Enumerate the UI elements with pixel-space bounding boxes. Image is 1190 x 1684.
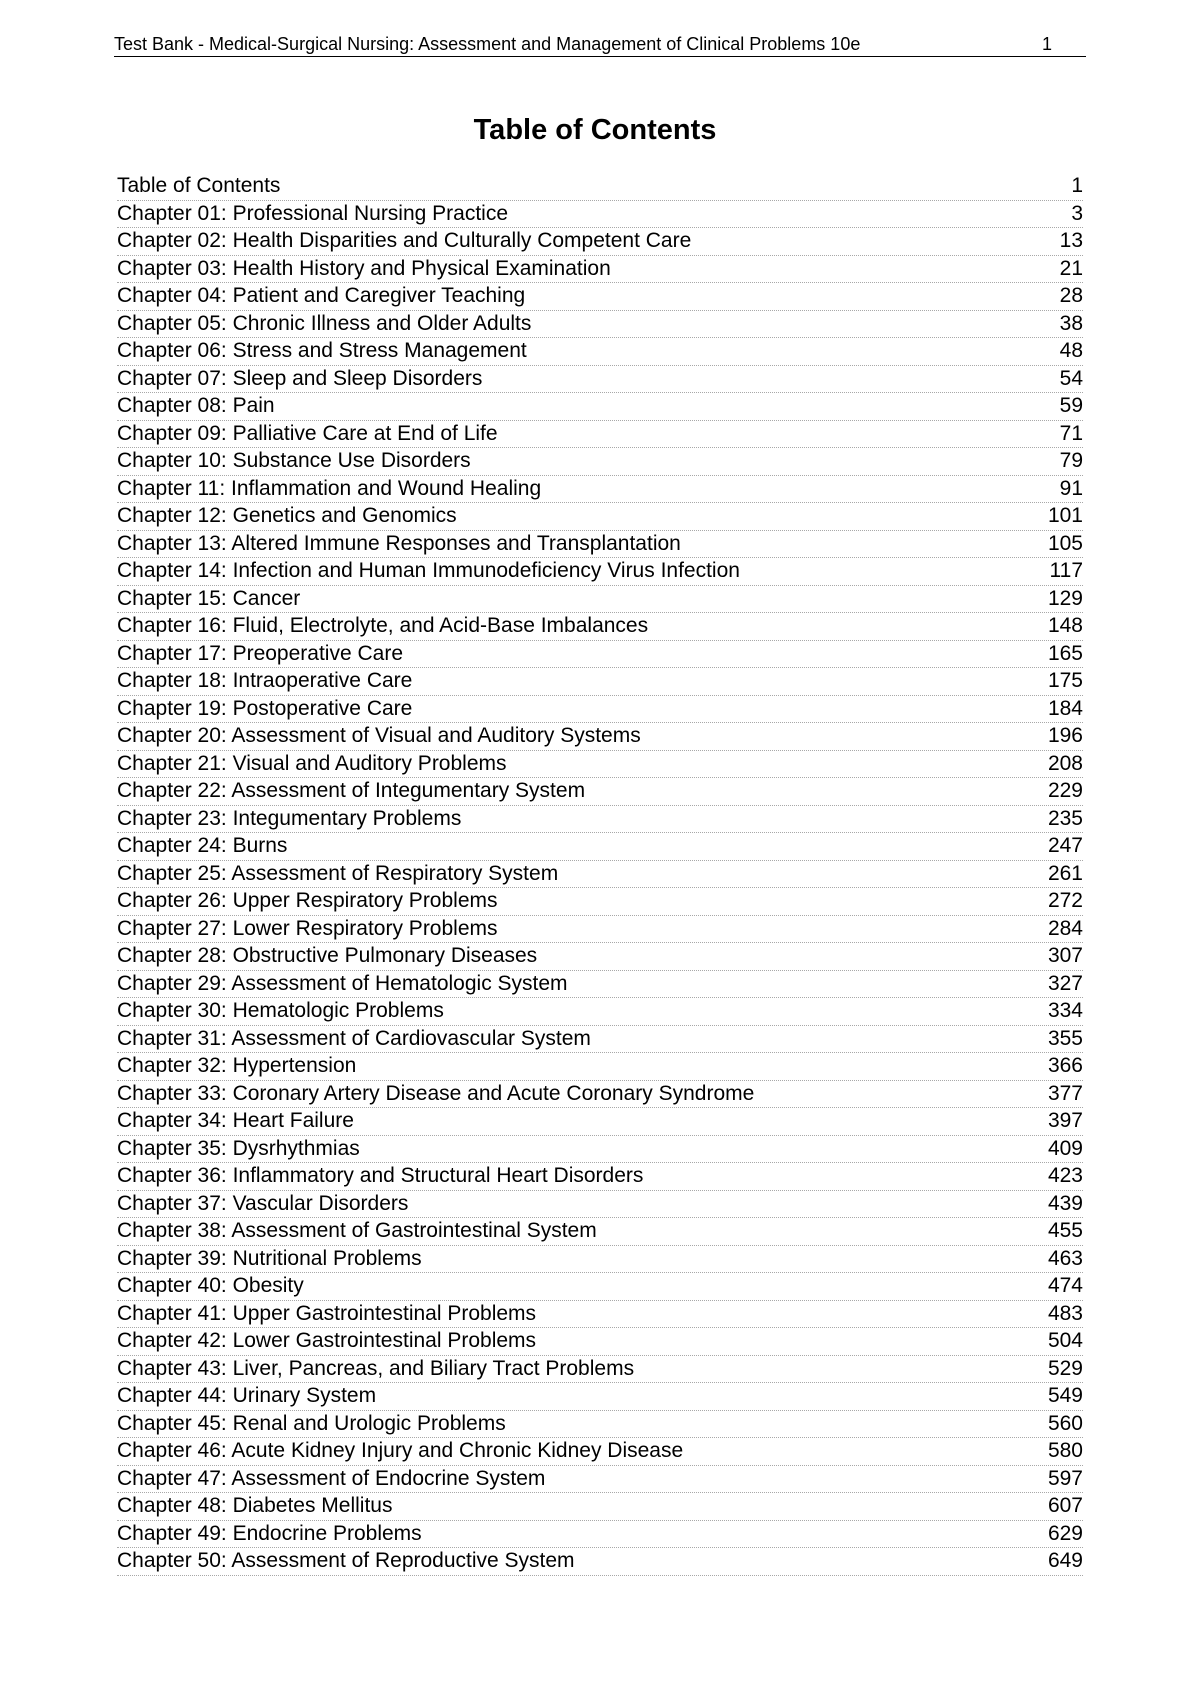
toc-entry[interactable] — [117, 1108, 1083, 1136]
toc-entry-page: 597 — [1047, 1466, 1083, 1490]
toc-entry[interactable] — [117, 1328, 1083, 1356]
toc-entry-page: 208 — [1047, 751, 1083, 775]
toc-entry-label: Chapter 16: Fluid, Electrolyte, and Acid-Base Imbalances — [117, 614, 649, 637]
toc-entry-page: 649 — [1047, 1549, 1083, 1572]
toc-entry[interactable] — [117, 1246, 1083, 1274]
toc-entry-label: Chapter 38: Assessment of Gastrointestinal System — [117, 1219, 597, 1242]
toc-entry-label: Chapter 18: Intraoperative Care — [117, 669, 413, 692]
toc-entry[interactable] — [117, 998, 1083, 1026]
toc-entry[interactable] — [117, 1191, 1083, 1219]
toc-entry-page: 235 — [1047, 806, 1083, 830]
toc-entry-label: Chapter 05: Chronic Illness and Older Adults — [117, 311, 532, 335]
toc-entry-label: Chapter 31: Assessment of Cardiovascular System — [117, 1026, 591, 1050]
toc-entry-page: 334 — [1047, 999, 1083, 1022]
toc-entry-page: 101 — [1047, 504, 1083, 527]
toc-entry-page: 48 — [1059, 339, 1083, 362]
toc-entry-page: 54 — [1059, 366, 1083, 390]
toc-entry-label: Chapter 14: Infection and Human Immunodeficiency Virus Infection — [117, 559, 740, 582]
toc-entry[interactable] — [117, 421, 1083, 449]
toc-entry-page: 474 — [1047, 1274, 1083, 1297]
toc-entry[interactable] — [117, 1301, 1083, 1329]
toc-entry[interactable] — [117, 1163, 1083, 1191]
toc-entry-label: Table of Contents — [117, 174, 281, 197]
toc-entry[interactable] — [117, 531, 1083, 559]
toc-entry[interactable] — [117, 1411, 1083, 1439]
toc-entry-label: Chapter 35: Dysrhythmias — [117, 1136, 360, 1160]
toc-entry-label: Chapter 09: Palliative Care at End of Life — [117, 421, 498, 445]
toc-entry-page: 284 — [1047, 916, 1083, 940]
toc-entry-label: Chapter 34: Heart Failure — [117, 1109, 354, 1132]
toc-entry[interactable] — [117, 228, 1083, 256]
toc-entry-page: 28 — [1059, 284, 1083, 307]
toc-entry-page: 261 — [1047, 861, 1083, 885]
toc-entry-page: 175 — [1047, 669, 1083, 692]
toc-entry-page: 184 — [1047, 696, 1083, 720]
toc-entry-label: Chapter 08: Pain — [117, 394, 275, 417]
toc-entry-page: 117 — [1049, 559, 1083, 582]
toc-entry[interactable] — [117, 861, 1083, 889]
toc-entry[interactable] — [117, 696, 1083, 724]
toc-entry-page: 129 — [1047, 586, 1083, 610]
toc-entry[interactable] — [117, 778, 1083, 806]
toc-entry-page: 307 — [1047, 944, 1083, 967]
toc-entry[interactable] — [117, 1383, 1083, 1411]
toc-entry-page: 397 — [1047, 1109, 1083, 1132]
toc-heading: Table of Contents — [473, 114, 717, 146]
toc-entry[interactable] — [117, 393, 1083, 421]
toc-entry-page: 13 — [1059, 229, 1083, 252]
toc-entry-page: 377 — [1047, 1081, 1083, 1105]
toc-entry-label: Chapter 39: Nutritional Problems — [117, 1246, 422, 1270]
toc-entry-label: Chapter 29: Assessment of Hematologic System — [117, 971, 568, 995]
toc-entry-page: 105 — [1047, 531, 1083, 555]
toc-entry-page: 560 — [1047, 1411, 1083, 1435]
toc-entry[interactable] — [117, 971, 1083, 999]
toc-entry[interactable] — [117, 1521, 1083, 1549]
toc-entry[interactable] — [117, 916, 1083, 944]
toc-entry-label: Chapter 02: Health Disparities and Culturally Competent Care — [117, 229, 692, 252]
toc-entry-label: Chapter 26: Upper Respiratory Problems — [117, 889, 498, 912]
toc-list — [117, 173, 1083, 1576]
toc-entry[interactable] — [117, 503, 1083, 531]
toc-entry-label: Chapter 25: Assessment of Respiratory System — [117, 861, 559, 885]
toc-entry-label: Chapter 23: Integumentary Problems — [117, 806, 462, 830]
toc-entry-label: Chapter 27: Lower Respiratory Problems — [117, 916, 498, 940]
toc-entry-label: Chapter 11: Inflammation and Wound Healing — [117, 476, 542, 500]
toc-entry-page: 38 — [1059, 311, 1083, 335]
toc-entry-page: 409 — [1047, 1136, 1083, 1160]
toc-entry-label: Chapter 48: Diabetes Mellitus — [117, 1494, 393, 1517]
toc-entry-label: Chapter 06: Stress and Stress Management — [117, 339, 527, 362]
toc-entry-label: Chapter 33: Coronary Artery Disease and Acute Coronary Syndrome — [117, 1081, 755, 1105]
toc-entry-page: 355 — [1047, 1026, 1083, 1050]
toc-entry-page: 439 — [1047, 1191, 1083, 1215]
toc-entry-page: 21 — [1059, 256, 1083, 280]
toc-entry-label: Chapter 40: Obesity — [117, 1274, 304, 1297]
toc-entry-page: 1 — [1071, 174, 1083, 197]
toc-entry-page: 79 — [1059, 449, 1083, 472]
toc-entry[interactable] — [117, 173, 1083, 201]
toc-entry-page: 3 — [1071, 201, 1083, 225]
toc-entry[interactable] — [117, 641, 1083, 669]
toc-entry-label: Chapter 32: Hypertension — [117, 1054, 357, 1077]
toc-entry-label: Chapter 50: Assessment of Reproductive System — [117, 1549, 575, 1572]
toc-entry-label: Chapter 07: Sleep and Sleep Disorders — [117, 366, 483, 390]
toc-entry[interactable] — [117, 1493, 1083, 1521]
toc-entry-page: 148 — [1047, 614, 1083, 637]
toc-entry-label: Chapter 49: Endocrine Problems — [117, 1521, 422, 1545]
toc-entry[interactable] — [117, 1218, 1083, 1246]
toc-entry[interactable] — [117, 751, 1083, 779]
toc-entry[interactable] — [117, 668, 1083, 696]
toc-entry[interactable] — [117, 338, 1083, 366]
toc-entry-label: Chapter 46: Acute Kidney Injury and Chronic Kidney Disease — [117, 1439, 684, 1462]
toc-entry[interactable] — [117, 806, 1083, 834]
toc-entry-label: Chapter 45: Renal and Urologic Problems — [117, 1411, 506, 1435]
toc-entry-label: Chapter 22: Assessment of Integumentary System — [117, 779, 586, 802]
toc-entry-page: 483 — [1047, 1301, 1083, 1325]
toc-entry-page: 580 — [1047, 1439, 1083, 1462]
toc-entry-label: Chapter 47: Assessment of Endocrine System — [117, 1466, 546, 1490]
toc-entry-page: 327 — [1047, 971, 1083, 995]
toc-entry-label: Chapter 19: Postoperative Care — [117, 696, 413, 720]
toc-entry-label: Chapter 10: Substance Use Disorders — [117, 449, 471, 472]
toc-entry-label: Chapter 01: Professional Nursing Practice — [117, 201, 509, 225]
toc-entry[interactable] — [117, 283, 1083, 311]
toc-entry[interactable] — [117, 1053, 1083, 1081]
page-header — [114, 34, 1086, 57]
toc-entry-label: Chapter 15: Cancer — [117, 586, 301, 610]
toc-entry-label: Chapter 30: Hematologic Problems — [117, 999, 444, 1022]
toc-entry-label: Chapter 36: Inflammatory and Structural Heart Disorders — [117, 1164, 644, 1187]
toc-entry-label: Chapter 12: Genetics and Genomics — [117, 504, 457, 527]
toc-entry-page: 71 — [1059, 421, 1083, 445]
toc-entry[interactable] — [117, 558, 1083, 586]
toc-entry[interactable] — [117, 723, 1083, 751]
toc-entry-label: Chapter 20: Assessment of Visual and Auditory Systems — [117, 724, 641, 747]
toc-entry-label: Chapter 17: Preoperative Care — [117, 641, 403, 665]
toc-entry-label: Chapter 24: Burns — [117, 834, 288, 857]
toc-entry[interactable] — [117, 366, 1083, 394]
toc-entry[interactable] — [117, 613, 1083, 641]
toc-entry[interactable] — [117, 1081, 1083, 1109]
toc-entry-page: 272 — [1047, 889, 1083, 912]
toc-entry-page: 463 — [1047, 1246, 1083, 1270]
toc-entry-page: 549 — [1047, 1384, 1083, 1407]
toc-entry[interactable] — [117, 888, 1083, 916]
header-title: Test Bank - Medical-Surgical Nursing: Assessment and Management of Clinical Problems 10e — [114, 34, 861, 54]
toc-entry-page: 247 — [1047, 834, 1083, 857]
toc-entry-label: Chapter 21: Visual and Auditory Problems — [117, 751, 507, 775]
toc-entry-page: 629 — [1047, 1521, 1083, 1545]
toc-entry[interactable] — [117, 476, 1083, 504]
toc-entry[interactable] — [117, 311, 1083, 339]
toc-entry[interactable] — [117, 833, 1083, 861]
toc-entry-page: 423 — [1047, 1164, 1083, 1187]
toc-entry[interactable] — [117, 1438, 1083, 1466]
toc-entry[interactable] — [117, 1273, 1083, 1301]
toc-entry[interactable] — [117, 1136, 1083, 1164]
toc-entry-page: 229 — [1047, 779, 1083, 802]
toc-entry[interactable] — [117, 1356, 1083, 1384]
toc-entry[interactable] — [117, 1548, 1083, 1576]
toc-entry-label: Chapter 41: Upper Gastrointestinal Problems — [117, 1301, 537, 1325]
toc-entry[interactable] — [117, 201, 1083, 229]
toc-entry-label: Chapter 28: Obstructive Pulmonary Diseases — [117, 944, 538, 967]
toc-entry[interactable] — [117, 256, 1083, 284]
toc-entry-page: 59 — [1059, 394, 1083, 417]
toc-entry-page: 165 — [1047, 641, 1083, 665]
header-page-number: 1 — [1041, 34, 1052, 54]
toc-entry-page: 455 — [1047, 1219, 1083, 1242]
toc-entry-page: 504 — [1047, 1329, 1083, 1352]
toc-entry[interactable] — [117, 1026, 1083, 1054]
toc-entry[interactable] — [117, 586, 1083, 614]
toc-entry[interactable] — [117, 943, 1083, 971]
toc-entry-page: 196 — [1047, 724, 1083, 747]
toc-entry-label: Chapter 04: Patient and Caregiver Teaching — [117, 284, 526, 307]
toc-entry-page: 366 — [1047, 1054, 1083, 1077]
toc-entry-label: Chapter 44: Urinary System — [117, 1384, 377, 1407]
toc-entry-label: Chapter 13: Altered Immune Responses and Transplantation — [117, 531, 681, 555]
toc-entry-label: Chapter 37: Vascular Disorders — [117, 1191, 409, 1215]
toc-entry-page: 607 — [1047, 1494, 1083, 1517]
toc-entry-page: 529 — [1047, 1356, 1083, 1380]
toc-entry-page: 91 — [1059, 476, 1083, 500]
toc-entry[interactable] — [117, 1466, 1083, 1494]
toc-entry-label: Chapter 43: Liver, Pancreas, and Biliary Tract Problems — [117, 1356, 635, 1380]
toc-entry-label: Chapter 42: Lower Gastrointestinal Problems — [117, 1329, 537, 1352]
toc-entry-label: Chapter 03: Health History and Physical Examination — [117, 256, 611, 280]
toc-entry[interactable] — [117, 448, 1083, 476]
